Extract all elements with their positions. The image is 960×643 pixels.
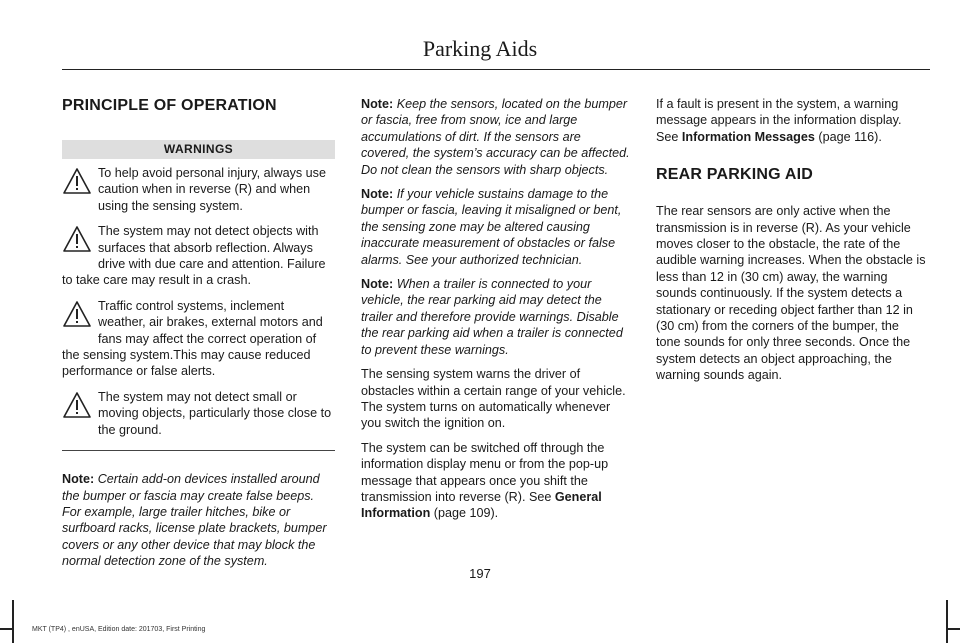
section-heading-principle: PRINCIPLE OF OPERATION [62, 97, 277, 114]
column-left [62, 96, 335, 578]
warning-text: Traffic control systems, inclement weather, air brakes, external motors and fans may affect the correct operation of the sensing system.This may cause reduced performance or false alerts. [62, 298, 323, 379]
section-heading-rear-parking-aid: REAR PARKING AID [656, 166, 813, 184]
warning-text: To help avoid personal injury, always use caution when in reverse (R) and when using the sensing system. [98, 166, 326, 213]
column-right [656, 96, 926, 392]
warnings-bar: WARNINGS [62, 140, 335, 159]
page-number: 197 [469, 566, 491, 581]
warning-text: The system may not detect objects with surfaces that absorb reflection. Always drive with due care and attention. Failure to take care may result in a crash. [62, 224, 326, 288]
note-label: Note: [361, 187, 394, 202]
paragraph-rear-sensors: The rear sensors are only active when the transmission is in reverse (R). As your vehicle moves closer to the obstacle, the rate of the audible warning increases. When the obstacle is less than 12 in (30 cm) away, the warning sounds continuously. If the system detects a stationary or receding object farther than 12 in (30 cm) from the corners of the bumper, the tone sounds for only three seconds. Once the system detects an object approaching, the warning sounds again. [656, 204, 926, 383]
warning-triangle-icon [62, 300, 98, 334]
warning-triangle-icon [62, 167, 98, 201]
warning-text: The system may not detect small or moving objects, particularly those close to the ground. [98, 389, 332, 437]
note-label: Note: [62, 472, 95, 487]
crop-mark [0, 628, 14, 630]
warning-item [62, 389, 335, 438]
note-trailer [361, 276, 631, 358]
paragraph-fault [656, 96, 926, 145]
footer-edition-info: MKT (TP4) , enUSA, Edition date: 201703, First Printing [32, 626, 206, 633]
paragraph-sensing-system: The sensing system warns the driver of obstacles within a certain range of your vehicle. The system turns on automatically whenever you switch the ignition on. [361, 367, 626, 431]
note-text: Certain add-on devices installed around the bumper or fascia may create false beeps. For example, large trailer hitches, bike or surfboard racks, license plate brackets, bumper covers or any other device that may block the normal detection zone of the system. [62, 472, 327, 569]
cross-reference-information-messages[interactable]: Information Messages [681, 129, 815, 144]
warnings-divider [62, 450, 335, 451]
warning-triangle-icon [62, 391, 98, 425]
header-divider [62, 69, 930, 70]
note-text: When a trailer is connected to your vehicle, the rear parking aid may detect the trailer and therefore provide warnings. Disable the rear parking aid when a trailer is connected to prevent these warnings. [361, 277, 623, 357]
note-label: Note: [361, 277, 394, 292]
warning-item [62, 298, 335, 380]
note-text: Keep the sensors, located on the bumper or fascia, free from snow, ice and large accumulations of dirt. If the sensors are covered, the system’s accuracy can be affected. Do not clean the sensors with sharp objects. [361, 97, 630, 177]
note-text: If your vehicle sustains damage to the bumper or fascia, leaving it misaligned or bent, the sensing zone may be altered causing inaccurate measurement of obstacles or false alarms. See your authorized technician. [361, 187, 622, 267]
warning-item [62, 165, 335, 214]
crop-mark [12, 600, 14, 643]
note-label: Note: [361, 97, 394, 111]
warning-item [62, 223, 335, 289]
column-middle [361, 96, 631, 530]
cross-reference-general-information[interactable]: General Information [361, 489, 602, 521]
note-bumper-damage [361, 186, 631, 268]
page-reference: (page 109). [430, 506, 499, 521]
paragraph-switch-off [361, 440, 631, 522]
page-reference: (page 116). [814, 129, 882, 144]
crop-mark [946, 628, 960, 630]
paragraph-text: If a fault is present in the system, a warning message appears in the information display. See [656, 97, 902, 144]
paragraph-text: The system can be switched off through the information display menu or from the pop-up message that appears once you shift the transmission into reverse (R). See [361, 440, 609, 504]
crop-mark [946, 600, 948, 643]
note-sensors-clean [361, 96, 631, 178]
page-header-title: Parking Aids [422, 36, 538, 61]
note-add-on-devices [62, 471, 335, 569]
warning-triangle-icon [62, 225, 98, 259]
